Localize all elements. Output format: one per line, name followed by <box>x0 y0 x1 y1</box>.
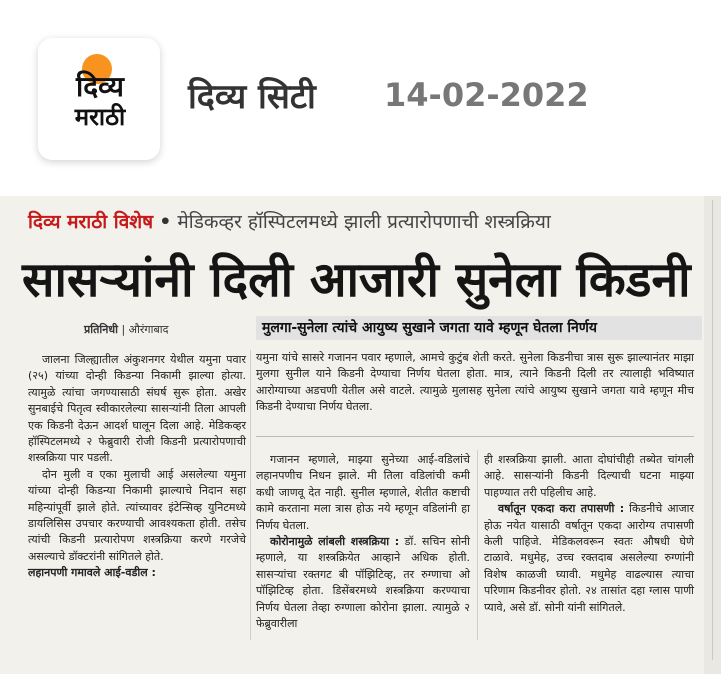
column-divider <box>250 350 251 640</box>
paragraph: गजानन म्हणाले, माझ्या सुनेच्या आई-वडिलांचे लहानपणीच निधन झाले. मी तिला वडिलांची कमी कधी जाणवू देत नाही. सुनील म्हणाले, शेतीत कष्टाची कामे करताना मला त्रास होऊ नये म्हणून वडिलांनी हा निर्णय घेतला. <box>256 453 470 532</box>
paragraph: ही शस्त्रक्रिया झाली. आता दोघांचीही तब्येत चांगली आहे. सासऱ्यांनी किडनी दिल्याची घटना माझ्या पाहण्यात तरी पहिलीच आहे. <box>484 453 694 499</box>
column-divider <box>477 450 478 640</box>
section-title: दिव्य सिटी <box>188 77 316 117</box>
paragraph-body: डॉ. सचिन सोनी म्हणाले, या शस्त्रक्रियेत आव्हाने अधिक होती. सासऱ्यांचा रक्तगट बी पॉझिटिव्ह, तर रुग्णाचा ओ पॉझिटिव्ह होता. डिसेंबरमध्ये शस्त्रक्रिया करण्याचा निर्णय घेतला तेव्हा रुग्णाला कोरोना झाला. त्यामुळे २ फेब्रुवारीला <box>256 535 470 631</box>
logo-line-2: मराठी <box>74 102 126 131</box>
byline-reporter: प्रतिनिधी <box>84 323 118 336</box>
article-subheadline: मुलगा-सुनेला त्यांचे आयुष्य सुखाने जगता यावे म्हणून घेतला निर्णय <box>256 316 702 340</box>
edition-date: 14-02-2022 <box>384 76 589 114</box>
section-divider <box>256 436 694 437</box>
article-byline <box>84 322 168 337</box>
article-column-1 <box>28 352 246 582</box>
byline-city: औरंगाबाद <box>128 323 169 336</box>
kicker-label: दिव्य मराठी विशेष <box>28 211 154 233</box>
paragraph-lead: कोरोनामुळे लांबली शस्त्रक्रिया : <box>270 535 400 549</box>
logo-text <box>48 72 152 132</box>
article-column-2-top <box>256 350 694 416</box>
paragraph-body: किडनीचे आजार होऊ नयेत यासाठी वर्षातून एकदा आरोग्य तपासणी केली पाहिजे. मेडिकलवरून स्वतः औषधी घेणे टाळावे. मधुमेह, उच्च रक्तदाब असलेल्या रुग्णांनी विशेष काळजी घ्यावी. मधुमेह वाढल्यास त्याचा परिणाम किडनीवर होतो. २४ तासांत दहा ग्लास पाणी प्यावे, असे डॉ. सोनी यांनी सांगितले. <box>484 502 694 614</box>
paragraph-lead: वर्षातून एकदा करा तपासणी : <box>498 502 625 516</box>
kicker-bullet: • <box>159 211 172 233</box>
article-kicker <box>28 208 551 234</box>
article-headline: सासऱ्यांनी दिली आजारी सुनेला किडनी <box>22 252 691 308</box>
page-fold-line <box>712 200 719 660</box>
paragraph: जालना जिल्ह्यातील अंकुशनगर येथील यमुना पवार (२५) यांच्या दोन्ही किडन्या निकामी झाल्या होत्या. त्यामुळे त्यांचा जगण्यासाठी संघर्ष सुरू होता. अखेर सुनबाईचे पितृत्व स्वीकारलेल्या सासऱ्यांनी तिला आपली एक किडनी देऊन आदर्श घालून दिला आहे. मेडिकव्हर हॉस्पिटलमध्ये २ फेब्रुवारी रोजी किडनी प्रत्यारोपणाची शस्त्रक्रिया पार पडली. <box>28 353 246 465</box>
paragraph: यमुना यांचे सासरे गजानन पवार म्हणाले, आमचे कुटुंब शेती करते. सुनेला किडनीचा त्रास सुरू झाल्यानंतर माझा मुलगा सुनील याने किडनी देण्याचा निर्णय घेतला होता. मात्र, त्याने किडनी दिली तर त्यालाही भविष्यात आरोग्याच्या अडचणी येतील असे वाटले. त्यामुळे मुलासह सुनेला त्यांचे आयुष्य सुखाने जगता यावे म्हणून मीच किडनी देण्याचा निर्णय घेतला. <box>256 351 694 414</box>
paragraph: दोन मुली व एका मुलाची आई असलेल्या यमुना यांच्या दोन्ही किडन्या निकामी झाल्याचे निदान सहा महिन्यांपूर्वी झाले होते. त्यांच्यावर इंटेन्सिव्ह युनिटमध्ये डायलिसिस उपचार करण्याची आवश्यकता होती. तसेच त्यांची किडनी प्रत्यारोपण शस्त्रक्रिया करणे गरजेचे असल्याचे डॉक्टरांनी सांगितले होते. <box>28 467 246 563</box>
kicker-text: मेडिकव्हर हॉस्पिटलमध्ये झाली प्रत्यारोपणाची शस्त्रक्रिया <box>177 211 551 233</box>
article-column-3 <box>484 452 694 616</box>
article-column-2 <box>256 452 470 632</box>
paragraph <box>484 501 694 616</box>
paragraph <box>256 534 470 632</box>
logo-line-1: दिव्य <box>76 70 124 103</box>
byline-separator: | <box>121 323 126 336</box>
column-subheading: लहानपणी गमावले आई-वडील : <box>28 566 156 580</box>
